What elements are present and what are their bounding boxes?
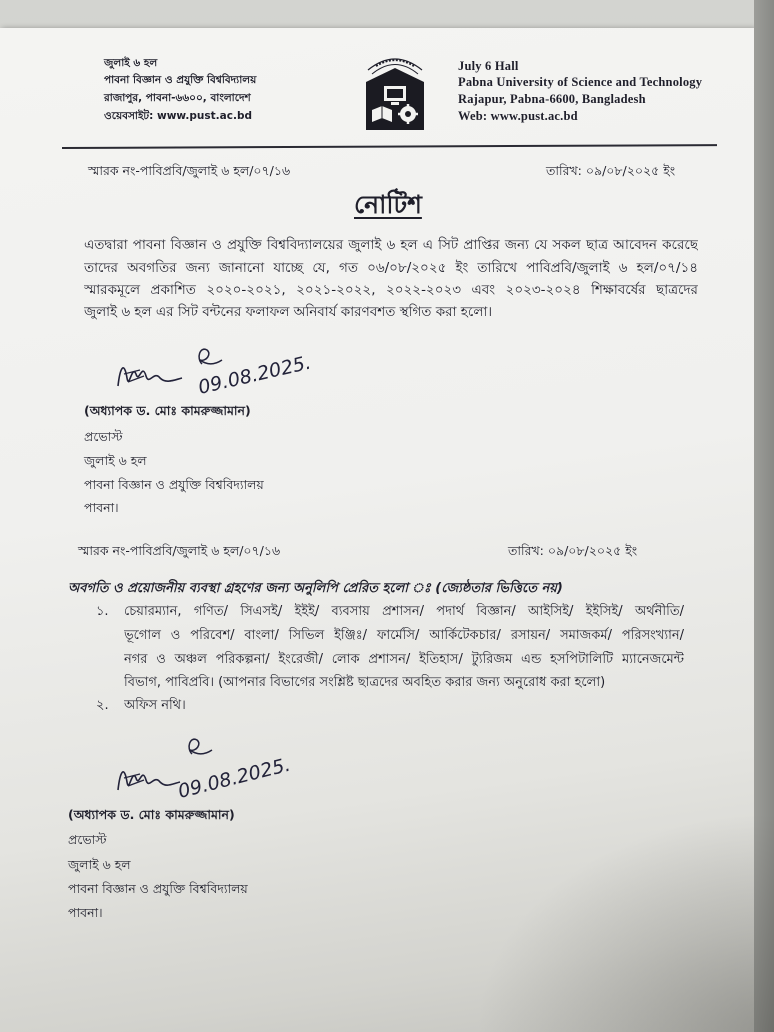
signature-1-date: 09.08.2025. [196, 351, 314, 399]
signatory-2-university: পাবনা বিজ্ঞান ও প্রযুক্তি বিশ্ববিদ্যালয় [68, 881, 248, 896]
notice-body-line: জুলাই ৬ হল এর সিট বন্টনের ফলাফল অনিবার্য কারণবশত স্থগিত করা হলো। [84, 304, 493, 320]
header-bn-address: রাজাপুর, পাবনা-৬৬০০, বাংলাদেশ [104, 92, 251, 104]
header-en-website: Web: www.pust.ac.bd [458, 109, 578, 123]
copy-item-line: নগর ও অঞ্চল পরিকল্পনা/ ইংরেজী/ লোক প্রশাসন/ ইতিহাস/ ট্যুরিজম এন্ড হসপিটালিটি ম্যানেজমেন্ট [124, 652, 684, 667]
header-bn-website: ওয়েবসাইট: www.pust.ac.bd [104, 110, 252, 122]
header-bn-university: পাবনা বিজ্ঞান ও প্রযুক্তি বিশ্ববিদ্যালয় [104, 74, 257, 86]
copy-item-number: ১. [96, 604, 109, 619]
copy-item-number: ২. [96, 698, 109, 713]
header-en-university: Pabna University of Science and Technology [458, 75, 703, 89]
signatory-1-name: (অধ্যাপক ড. মোঃ কামরুজ্জামান) [84, 403, 251, 418]
notice-title: নোটিশ [354, 190, 422, 219]
signatory-1-city: পাবনা। [84, 500, 119, 515]
signature-2-date: 09.08.2025. [175, 753, 293, 803]
memo-number: স্মারক নং-পাবিপ্রবি/জুলাই ৬ হল/০৭/১৬ [88, 163, 291, 178]
signatory-1-designation: প্রভোস্ট [84, 429, 123, 444]
signatory-1-hall: জুলাই ৬ হল [84, 453, 147, 468]
notice-body-line: তাদের অবগতির জন্য জানানো যাচ্ছে যে, গত ০৬/০৮/২০২৫ ইং তারিখে পাবিপ্রবি/জুলাই ৬ হল/০৭/১৪ [84, 260, 698, 276]
header-en-hall: July 6 Hall [458, 59, 519, 73]
signatory-2-city: পাবনা। [68, 905, 103, 920]
signatory-2-name: (অধ্যাপক ড. মোঃ কামরুজ্জামান) [68, 807, 235, 822]
shadow [474, 812, 774, 1032]
signatory-1-university: পাবনা বিজ্ঞান ও প্রযুক্তি বিশ্ববিদ্যালয় [84, 477, 264, 492]
copy-item-line: চেয়ারম্যান, গণিত/ সিএসই/ ইইই/ ব্যবসায় প্রশাসন/ পদার্থ বিজ্ঞান/ আইসিই/ ইইসিই/ অর্থনীতি/ [124, 604, 684, 619]
notice-body-line: স্মারকমূলে প্রকাশিত ২০২০-২০২১, ২০২১-২০২২, ২০২২-২০২৩ এবং ২০২৩-২০২৪ শিক্ষাবর্ষের ছাত্রদের [84, 282, 698, 298]
notice-body-line: এতদ্বারা পাবনা বিজ্ঞান ও প্রযুক্তি বিশ্ববিদ্যালয়ের জুলাই ৬ হল এ সিট প্রাপ্তির জন্য যে সকল ছাত্র আবেদন করেছে [84, 237, 698, 253]
handwritten-signature-1 [110, 334, 324, 400]
copy-item-line: অফিস নথি। [124, 698, 186, 713]
copy-memo-number: স্মারক নং-পাবিপ্রবি/জুলাই ৬ হল/০৭/১৬ [78, 543, 281, 558]
copy-heading: অবগতি ও প্রয়োজনীয় ব্যবস্থা গ্রহণের জন্য অনুলিপি প্রেরিত হলো ঃ (জ্যেষ্ঠতার ভিত্তিতে নয়) [68, 581, 563, 596]
copy-memo-date: তারিখ: ০৯/০৮/২০২৫ ইং [508, 543, 638, 558]
copy-item-line: ভূগোল ও পরিবেশ/ বাংলা/ সিভিল ইঞ্জিঃ/ ফার্মেসি/ আর্কিটেকচার/ রসায়ন/ সমাজকর্ম/ পরিসংখ্যান/ [124, 628, 684, 643]
header-bn-hall: জুলাই ৬ হল [104, 57, 158, 69]
handwritten-signature-2 [110, 732, 314, 804]
memo-date: তারিখ: ০৯/০৮/২০২৫ ইং [546, 163, 676, 178]
signatory-2-designation: প্রভোস্ট [68, 832, 107, 847]
pust-logo-icon [362, 46, 428, 134]
header-en-address: Rajapur, Pabna-6600, Bangladesh [458, 92, 646, 106]
copy-item-line: বিভাগ, পাবিপ্রবি। (আপনার বিভাগের সংশ্লিষ্ট ছাত্রদের অবহিত করার জন্য অনুরোধ করা হলো) [124, 675, 606, 690]
signatory-2-hall: জুলাই ৬ হল [68, 857, 131, 872]
